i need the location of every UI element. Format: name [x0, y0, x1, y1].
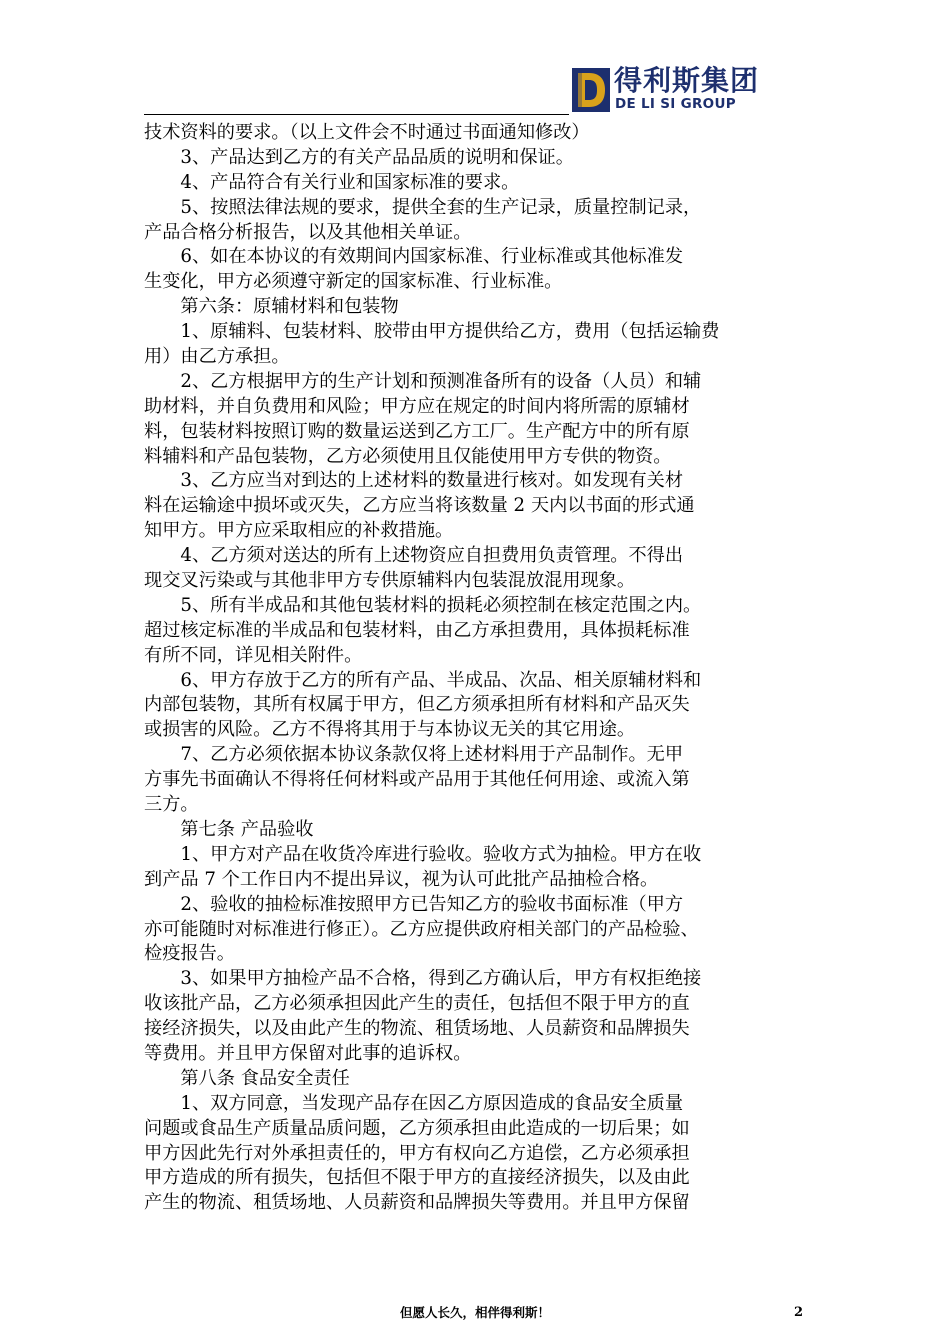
text-line: 6、甲方存放于乙方的所有产品、半成品、次品、相关原辅材料和: [144, 669, 702, 691]
section-heading: 第六条：原辅材料和包装物: [144, 296, 399, 318]
text-line: 料在运输途中损坏或灭失，乙方应当将该数量 2 天内以书面的形式通: [144, 495, 695, 517]
text-line: 到产品 7 个工作日内不提出异议，视为认可此批产品抽检合格。: [144, 868, 659, 890]
text-line: 3、如果甲方抽检产品不合格，得到乙方确认后，甲方有权拒绝接: [144, 968, 702, 990]
text-line: 技术资料的要求。（以上文件会不时通过书面通知修改）: [144, 122, 590, 143]
section-heading: 第七条 产品验收: [144, 818, 314, 840]
document-body: [144, 121, 812, 1216]
text-line: 亦可能随时对标准进行修正）。乙方应提供政府相关部门的产品检验、: [144, 918, 699, 940]
logo-english-name: DE LI SI GROUP: [615, 96, 736, 112]
text-line: 有所不同，详见相关附件。: [144, 644, 363, 666]
page-number: 2: [794, 1305, 804, 1320]
text-line: 或损害的风险。乙方不得将其用于与本协议无关的其它用途。: [144, 719, 636, 741]
text-line: 助材料，并自负费用和风险；甲方应在规定的时间内将所需的原辅材: [144, 395, 690, 417]
logo-d-icon: [572, 68, 610, 112]
footer-motto: 但愿人长久，相伴得利斯！: [399, 1305, 550, 1320]
text-line: 3、乙方应当对到达的上述材料的数量进行核对。如发现有关材: [144, 470, 684, 492]
text-line: 问题或食品生产质量品质问题，乙方须承担由此造成的一切后果；如: [144, 1117, 690, 1139]
text-line: 3、产品达到乙方的有关产品品质的说明和保证。: [144, 146, 574, 168]
text-line: 2、乙方根据甲方的生产计划和预测准备所有的设备（人员）和辅: [144, 370, 702, 392]
text-line: 产品合格分析报告，以及其他相关单证。: [144, 221, 472, 243]
text-line: 收该批产品，乙方必须承担因此产生的责任，包括但不限于甲方的直: [144, 993, 690, 1015]
text-line: 用）由乙方承担。: [144, 346, 290, 368]
text-line: 知甲方。甲方应采取相应的补救措施。: [144, 520, 454, 542]
text-line: 等费用。并且甲方保留对此事的追诉权。: [144, 1042, 472, 1064]
text-line: 接经济损失，以及由此产生的物流、租赁场地、人员薪资和品牌损失: [144, 1018, 690, 1040]
text-line: 现交叉污染或与其他非甲方专供原辅料内包装混放混用现象。: [144, 570, 636, 592]
section-heading: 第八条 食品安全责任: [144, 1067, 350, 1089]
logo-chinese-name: 得利斯集团: [614, 64, 760, 97]
text-line: 检疫报告。: [144, 943, 235, 965]
text-line: 5、所有半成品和其他包装材料的损耗必须控制在核定范围之内。: [144, 594, 702, 616]
text-line: 1、甲方对产品在收货冷库进行验收。验收方式为抽检。甲方在收: [144, 843, 702, 865]
text-line: 4、产品符合有关行业和国家标准的要求。: [144, 171, 520, 193]
text-line: 产生的物流、租赁场地、人员薪资和品牌损失等费用。并且甲方保留: [144, 1192, 690, 1214]
text-line: 5、按照法律法规的要求，提供全套的生产记录，质量控制记录，: [144, 196, 702, 218]
text-line: 6、如在本协议的有效期间内国家标准、行业标准或其他标准发: [144, 246, 684, 268]
text-line: 料辅料和产品包装物，乙方必须使用且仅能使用甲方专供的物资。: [144, 445, 672, 467]
text-line: 生变化，甲方必须遵守新定的国家标准、行业标准。: [144, 271, 563, 293]
company-logo: [572, 64, 804, 114]
text-line: 内部包装物，其所有权属于甲方，但乙方须承担所有材料和产品灭失: [144, 694, 690, 716]
text-line: 三方。: [144, 794, 199, 816]
text-line: 方事先书面确认不得将任何材料或产品用于其他任何用途、或流入第: [144, 769, 690, 791]
text-line: 超过核定标准的半成品和包装材料，由乙方承担费用，具体损耗标准: [144, 619, 690, 641]
text-line: 甲方因此先行对外承担责任的，甲方有权向乙方追偿，乙方必须承担: [144, 1142, 690, 1164]
text-line: 1、原辅料、包装材料、胶带由甲方提供给乙方，费用（包括运输费: [144, 321, 720, 343]
header-rule: [144, 114, 569, 115]
text-line: 1、双方同意，当发现产品存在因乙方原因造成的食品安全质量: [144, 1092, 684, 1114]
text-line: 甲方造成的所有损失，包括但不限于甲方的直接经济损失，以及由此: [144, 1167, 690, 1189]
text-line: 7、乙方必须依据本协议条款仅将上述材料用于产品制作。无甲: [144, 744, 684, 766]
text-line: 料，包装材料按照订购的数量运送到乙方工厂。生产配方中的所有原: [144, 420, 690, 442]
text-line: 2、验收的抽检标准按照甲方已告知乙方的验收书面标准（甲方: [144, 893, 684, 915]
text-line: 4、乙方须对送达的所有上述物资应自担费用负责管理。不得出: [144, 545, 684, 567]
